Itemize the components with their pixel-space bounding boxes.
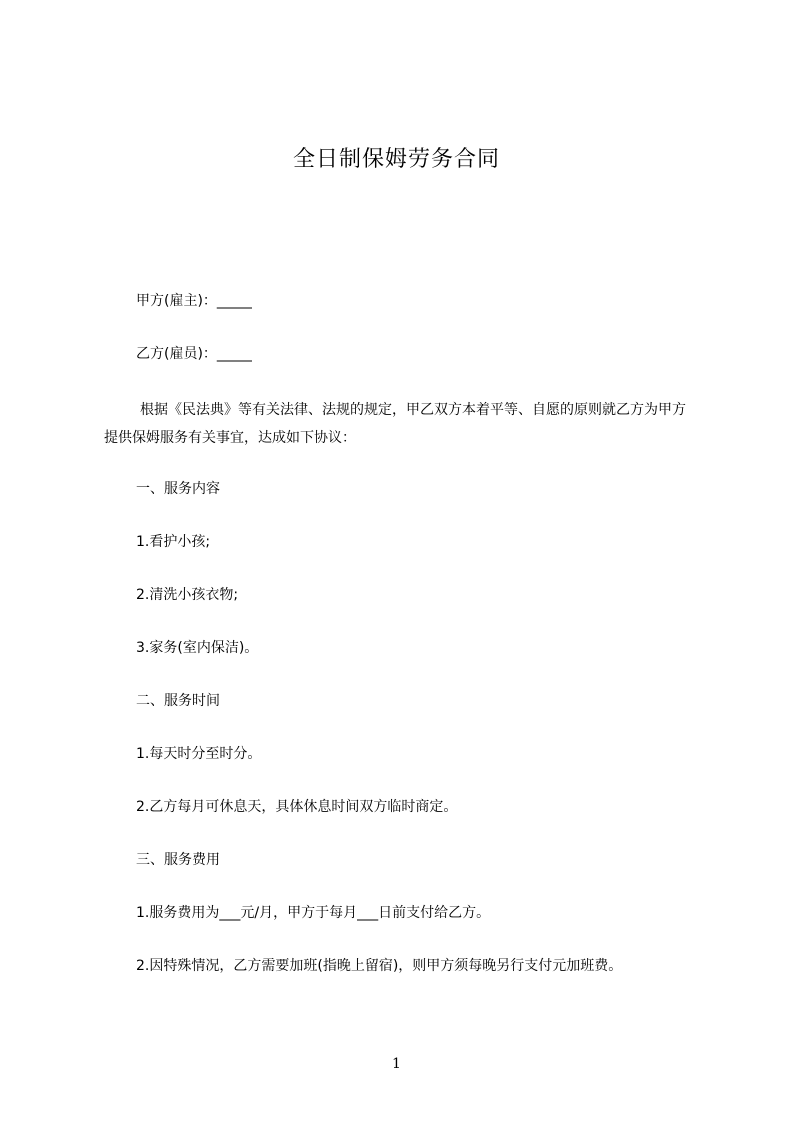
service-fee-item: 2.因特殊情况，乙方需要加班(指晚上留宿)，则甲方须每晚另行支付元加班费。 — [136, 958, 623, 974]
service-content-item: 1.看护小孩; — [136, 534, 211, 550]
section-heading-service-time: 二、服务时间 — [136, 693, 220, 709]
party-a-line: 甲方(雇主)：_____ — [136, 293, 252, 309]
document-title: 全日制保姆劳务合同 — [292, 147, 500, 172]
section-heading-service-fee: 三、服务费用 — [136, 852, 220, 868]
page-number: 1 — [392, 1056, 401, 1072]
service-fee-item: 1.服务费用为___元/月，甲方于每月___日前支付给乙方。 — [136, 905, 491, 921]
service-content-item: 2.清洗小孩衣物; — [136, 587, 239, 603]
preamble-paragraph: 根据《民法典》等有关法律、法规的规定，甲乙双方本着平等、自愿的原则就乙方为甲方提供保姆服务有关事宜，达成如下协议： — [104, 402, 686, 446]
service-time-item: 1.每天时分至时分。 — [136, 746, 262, 762]
service-content-item: 3.家务(室内保洁)。 — [136, 640, 259, 656]
party-b-line: 乙方(雇员)：_____ — [136, 346, 252, 362]
service-time-item: 2.乙方每月可休息天，具体休息时间双方临时商定。 — [136, 799, 458, 815]
section-heading-service-content: 一、服务内容 — [136, 481, 220, 497]
